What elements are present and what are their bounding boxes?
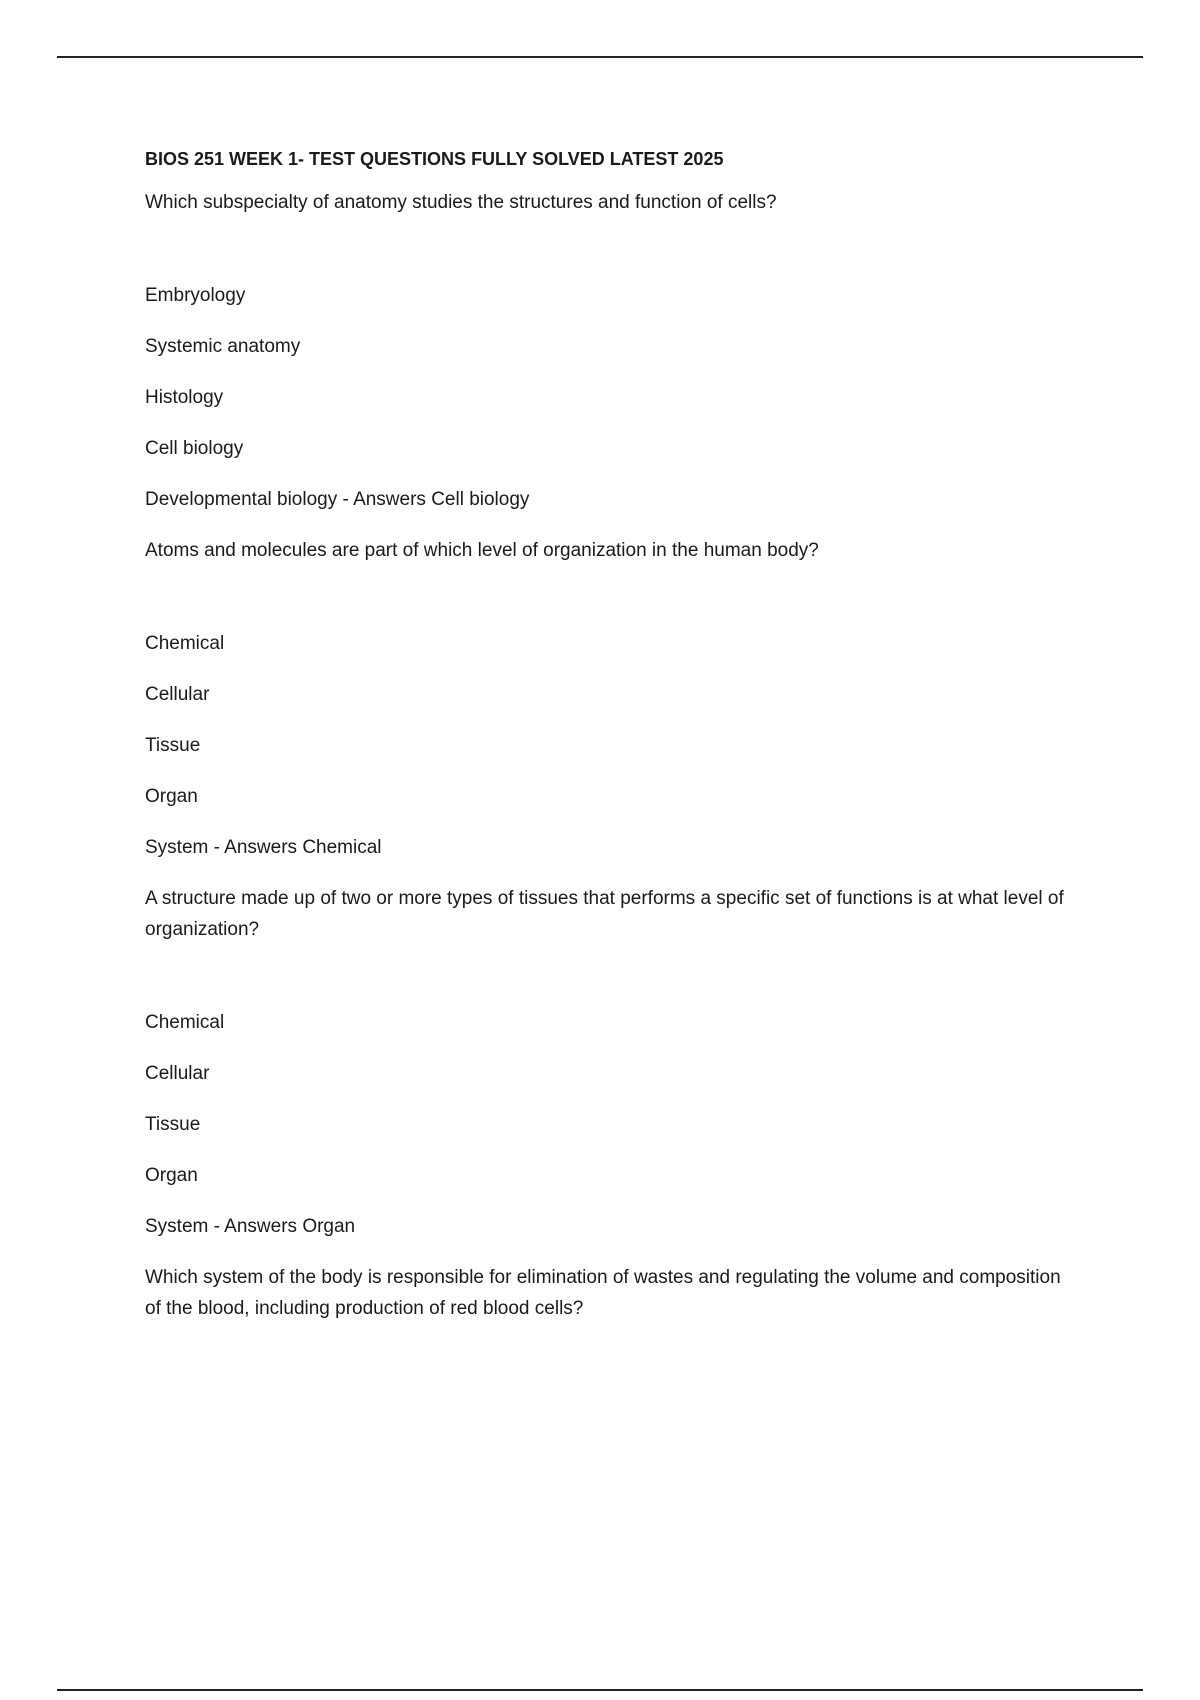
answer-option: Cell biology bbox=[145, 438, 244, 459]
spacer bbox=[145, 566, 1080, 631]
question-block-1 bbox=[145, 187, 1080, 513]
question-prompt: Atoms and molecules are part of which level of organization in the human body? bbox=[145, 540, 819, 561]
answer-option-with-answer: System - Answers Organ bbox=[145, 1216, 356, 1237]
answer-option: Chemical bbox=[145, 633, 225, 654]
question-prompt: A structure made up of two or more types of tissues that performs a specific set of functions is at what level of organization? bbox=[145, 888, 1064, 940]
document-title: BIOS 251 WEEK 1- TEST QUESTIONS FULLY SOLVED LATEST 2025 bbox=[145, 149, 724, 169]
answer-option: Cellular bbox=[145, 1063, 210, 1084]
answer-option: Organ bbox=[145, 786, 198, 807]
answer-option: Tissue bbox=[145, 1114, 201, 1135]
question-block-3 bbox=[145, 883, 1080, 1240]
document-body bbox=[145, 146, 1080, 1324]
answer-option: Systemic anatomy bbox=[145, 336, 301, 357]
answer-option: Cellular bbox=[145, 684, 210, 705]
answer-option: Tissue bbox=[145, 735, 201, 756]
question-block-4 bbox=[145, 1262, 1080, 1324]
answer-option: Embryology bbox=[145, 285, 246, 306]
question-prompt: Which system of the body is responsible for elimination of wastes and regulating the volume and composition of the blood, including production of red blood cells? bbox=[145, 1267, 1061, 1319]
answer-option-with-answer: System - Answers Chemical bbox=[145, 837, 382, 858]
answer-option: Organ bbox=[145, 1165, 198, 1186]
spacer bbox=[145, 218, 1080, 283]
question-prompt: Which subspecialty of anatomy studies the structures and function of cells? bbox=[145, 192, 777, 213]
spacer bbox=[145, 945, 1080, 1010]
header-rule bbox=[57, 56, 1143, 58]
footer-rule bbox=[57, 1689, 1143, 1691]
answer-option: Histology bbox=[145, 387, 224, 408]
answer-option: Chemical bbox=[145, 1012, 225, 1033]
question-block-2 bbox=[145, 535, 1080, 861]
answer-option-with-answer: Developmental biology - Answers Cell biology bbox=[145, 489, 530, 510]
